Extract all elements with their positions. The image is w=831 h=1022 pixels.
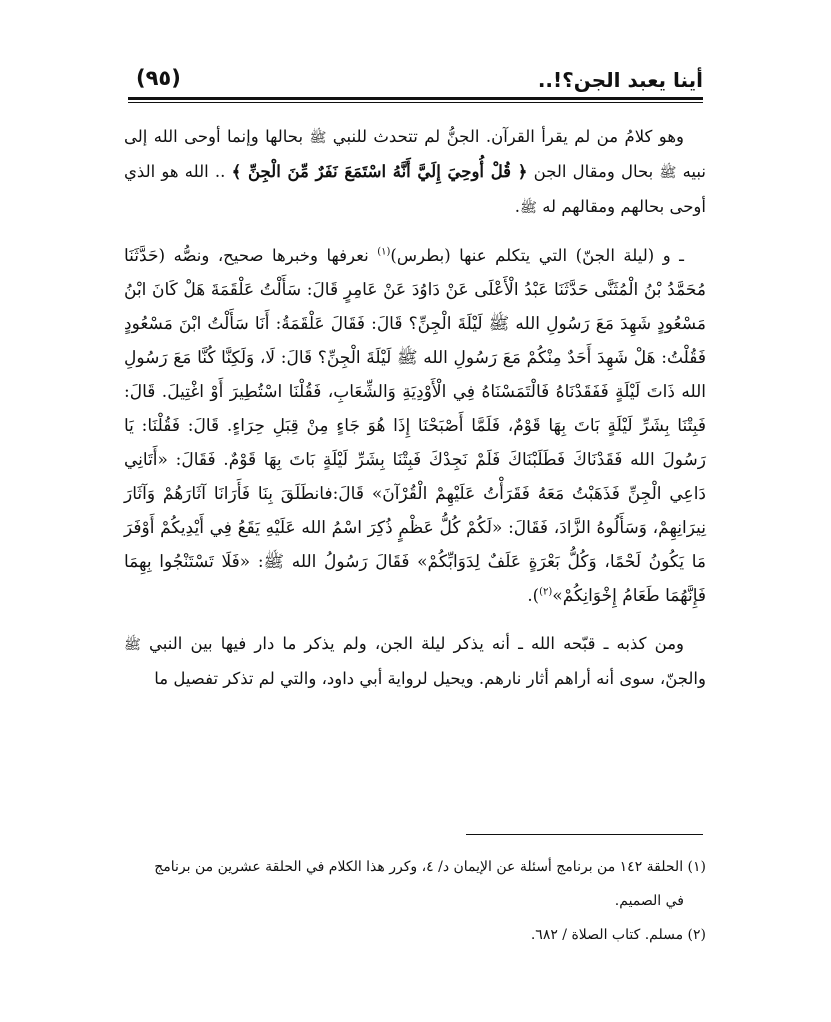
hadith-quote-1: «أَتَانِي دَاعِي الْجِنِّ فَذَهَبْتُ مَعَهُ فَقَرَأْتُ عَلَيْهِمْ الْقُرْآنَ» <box>124 450 706 504</box>
footnote-1: (١) الحلقة ١٤٢ من برنامج أسئلة عن الإيمان د/ ٤، وكرر هذا الكلام في الحلقة عشرين من برنامج <box>154 859 706 875</box>
salutation-mark: ﷺ <box>659 165 677 181</box>
paragraph-2-text-b: نعرفها وخبرها صحيح، ونصُّه <box>165 246 378 265</box>
paragraph-1-text-b: بحالها وإنما أوحى الله إلى نبيه <box>124 127 706 181</box>
quran-verse: ﴿ قُلْ أُوحِيَ إِلَيَّ أَنَّهُ اسْتَمَعَ نَفَرٌ مِّنَ الْجِنِّ ﴾ <box>231 162 528 181</box>
hadith-quote-3: «فَلَا تَسْتَنْجُوا بِهِمَا فَإِنَّهُمَا طَعَامُ إِخْوَانِكُمْ» <box>124 552 706 606</box>
header-rule <box>128 97 703 100</box>
footnote-1-continued: في الصميم. <box>614 893 684 909</box>
hadith-text-d: فَقَالَ رَسُولُ الله ﷺ: <box>250 552 418 572</box>
salutation-mark: ﷺ <box>124 637 141 653</box>
paragraph-2 <box>124 239 706 613</box>
paragraph-1 <box>124 120 706 225</box>
paragraph-1-text-a: وهو كلامُ من لم يقرأ القرآن. الجنُّ لم تتحدث للنبي <box>326 127 684 146</box>
paragraph-1-text-d: .. الله هو الذي أوحى بحالهم ومقالهم له <box>124 162 706 216</box>
footnote-separator <box>466 834 703 835</box>
page-number: (٩٥) <box>136 66 181 90</box>
paragraph-3-text-b: والجنّ، سوى أنه أراهم أثار نارهم. ويحيل لرواية أبي داود، والتي لم تذكر تفصيل ما <box>154 669 706 688</box>
salutation-mark: ﷺ <box>520 200 537 216</box>
hadith-text: (حَدَّثَنَا مُحَمَّدُ بْنُ الْمُثَنَّى حَدَّثَنَا عَبْدُ الْأَعْلَى عَنْ دَاوُدَ عَنْ عَامِرٍ قَالَ: سَأَلْتُ عَلْقَمَةَ هَلْ كَانَ ابْنُ مَسْعُودٍ شَهِدَ مَعَ رَسُولِ الله ﷺ لَيْلَةَ الْجِنِّ؟ قَالَ: فَقَالَ عَلْقَمَةُ: أَنَا سَأَلْتُ ابْنَ مَسْعُودٍ فَقُلْتُ: هَلْ شَهِدَ أَحَدٌ مِنْكُمْ مَعَ رَسُولِ الله ﷺ لَيْلَةَ الْجِنِّ؟ قَالَ: لَا، وَلَكِنَّا كُنَّا مَعَ رَسُولِ الله ذَاتَ لَيْلَةٍ فَفَقَدْنَاهُ فَالْتَمَسْنَاهُ فِي الْأَوْدِيَةِ وَالشِّعَابِ، فَقُلْنَا اسْتُطِيرَ أَوْ اغْتِيلَ. قَالَ: فَبِتْنَا بِشَرِّ لَيْلَةٍ بَاتَ بِهَا قَوْمٌ، فَلَمَّا أَصْبَحْنَا إِذَا هُوَ جَاءٍ مِنْ قِبَلِ حِرَاءٍ. قَالَ: فَقُلْنَا: يَا رَسُولَ الله فَقَدْنَاكَ فَطَلَبْنَاكَ فَلَمْ نَجِدْكَ فَبِتْنَا بِشَرِّ لَيْلَةٍ بَاتَ بِهَا قَوْمٌ. فَقَالَ: <box>124 246 706 470</box>
paragraph-2-text-e: ). <box>527 586 540 605</box>
hadith-text-c: قَالَ:فانطَلَقَ بِنَا فَأَرَانَا آثَارَهُمْ وَآثَارَ نِيرَانِهِمْ، وَسَأَلُوهُ الزَّادَ، فَقَالَ: <box>124 484 706 538</box>
main-text <box>124 120 706 710</box>
footnotes <box>124 850 706 952</box>
running-title: أينا يعبد الجن؟!.. <box>537 68 703 92</box>
hadith-quote-2: «لَكُمْ كُلُّ عَظْمٍ ذُكِرَ اسْمُ الله عَلَيْهِ يَقَعُ فِي أَيْدِيكُمْ أَوْفَرَ مَا يَكُونُ لَحْمًا، وَكُلُّ بَعْرَةٍ عَلَفٌ لِدَوَابِّكُمْ» <box>124 518 706 572</box>
footnote-2: (٢) مسلم. كتاب الصلاة / ٦٨٢. <box>530 927 706 943</box>
paragraph-2-text-a: ـ و (ليلة الجنّ) التي يتكلم عنها (بطرس) <box>390 246 685 265</box>
header-rule-thin <box>128 102 703 103</box>
paragraph-1-text-e: . <box>514 197 521 216</box>
paragraph-1-text-c: بحال ومقال الجن <box>527 162 660 181</box>
paragraph-3-text-a: ومن كذبه ـ قبّحه الله ـ أنه يذكر ليلة الجن، ولم يذكر ما دار فيها بين النبي <box>140 634 684 653</box>
footnote-ref-1: (١) <box>377 246 391 258</box>
page-header <box>128 62 703 102</box>
footnote-ref-2: (٢) <box>539 586 553 598</box>
paragraph-3 <box>124 627 706 696</box>
salutation-mark: ﷺ <box>309 130 327 146</box>
